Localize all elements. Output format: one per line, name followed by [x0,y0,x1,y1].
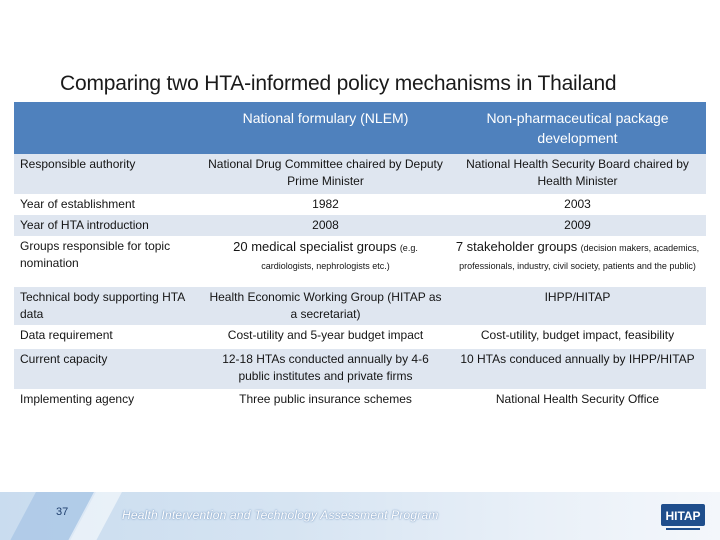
table-row [14,389,706,425]
table-row [14,287,706,325]
table-row [14,215,706,236]
row-label: Year of HTA introduction [14,215,202,236]
nlem-groups-main: 20 medical specialist groups [233,239,397,254]
table-row [14,194,706,215]
cell-nlem: 1982 [202,194,449,215]
nonpharma-groups-detail: (decision makers, academics, professionals, industry, civil society, patients and the public) [459,243,700,271]
cell-nlem: 12-18 HTAs conducted annually by 4-6 public institutes and private firms [202,349,449,389]
cell-nlem: 2008 [202,215,449,236]
cell-non-pharma: National Health Security Office [449,389,706,425]
cell-non-pharma: IHPP/HITAP [449,287,706,325]
header-nlem: National formulary (NLEM) [202,102,449,154]
cell-non-pharma [449,236,706,287]
hitap-logo [660,498,706,534]
cell-non-pharma: 2003 [449,194,706,215]
row-label: Data requirement [14,325,202,349]
table-row [14,236,706,287]
nonpharma-groups-main: 7 stakeholder groups [455,239,578,254]
slide-title: Comparing two HTA-informed policy mechanisms in Thailand [60,72,617,95]
logo-text: HITAP [665,509,701,523]
row-label: Implementing agency [14,389,202,425]
row-label: Year of establishment [14,194,202,215]
row-label: Responsible authority [14,154,202,194]
row-label: Groups responsible for topic nomination [14,236,202,287]
nlem-groups-detail: (e.g. cardiologists, nephrologists etc.) [261,243,418,271]
header-blank-cell [14,102,202,154]
cell-non-pharma: National Health Security Board chaired by Health Minister [449,154,706,194]
cell-non-pharma: 2009 [449,215,706,236]
page-number: 37 [56,506,69,518]
cell-nlem [202,236,449,287]
program-name: Health Intervention and Technology Assessment Program [122,508,439,522]
table-header-row [14,102,706,154]
cell-nlem: Cost-utility and 5-year budget impact [202,325,449,349]
table-row [14,349,706,389]
cell-nlem: Health Economic Working Group (HITAP as a secretariat) [202,287,449,325]
table-row [14,154,706,194]
cell-nlem: Three public insurance schemes [202,389,449,425]
comparison-table [14,102,706,425]
row-label: Current capacity [14,349,202,389]
header-non-pharma: Non-pharmaceutical package development [449,102,706,154]
table-row [14,325,706,349]
cell-non-pharma: 10 HTAs conduced annually by IHPP/HITAP [449,349,706,389]
cell-nlem: National Drug Committee chaired by Deputy Prime Minister [202,154,449,194]
cell-non-pharma: Cost-utility, budget impact, feasibility [449,325,706,349]
row-label: Technical body supporting HTA data [14,287,202,325]
footer-banner [0,492,720,540]
